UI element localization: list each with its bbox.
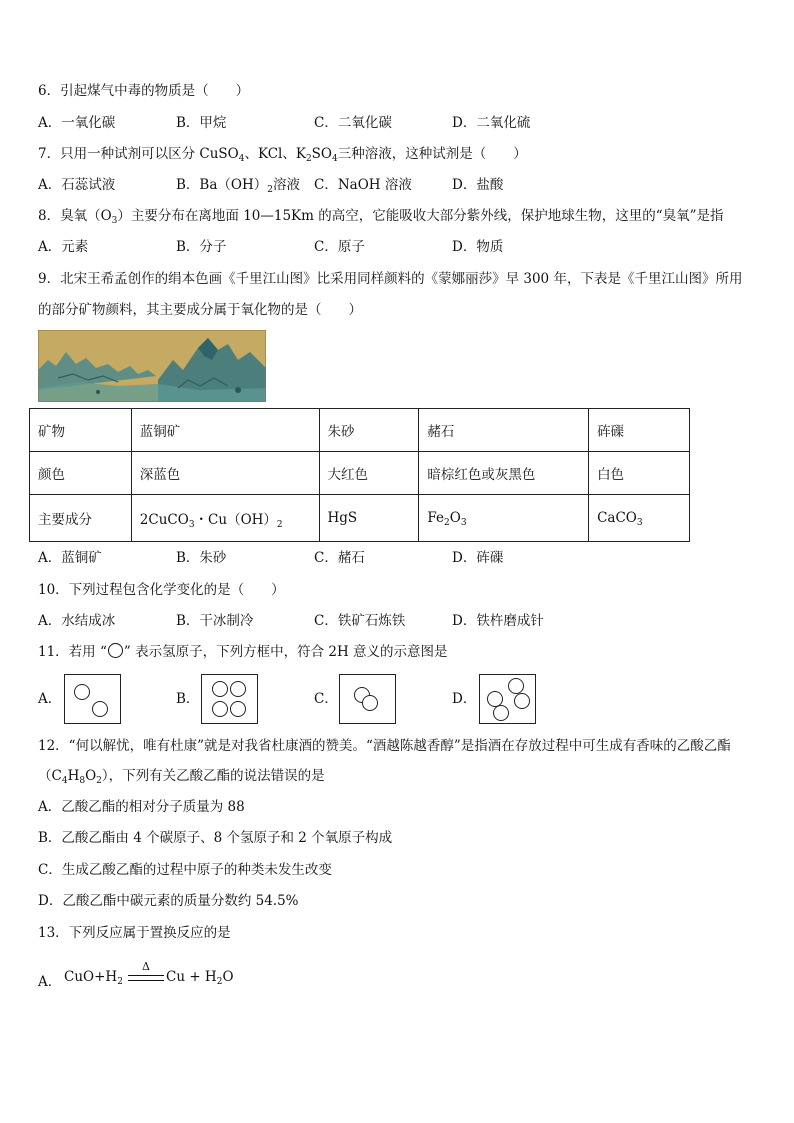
mineral-pigment-table xyxy=(29,408,690,542)
table-cell: $Fe_2O_3$ xyxy=(419,495,589,542)
hydrogen-atom-icon xyxy=(514,693,530,709)
q6-option-d[interactable]: D．二氧化硫 xyxy=(452,115,531,131)
hydrogen-atom-icon xyxy=(212,681,228,697)
table-cell: 2CuCO$_3$・$Cu(OH)_2$ xyxy=(131,495,319,542)
q11-option-b-diagram[interactable] xyxy=(201,674,258,724)
q12-stem-line1: 12．“何以解忧，唯有杜康”就是对我省杜康酒的赞美。“酒越陈越香醇”是指酒在存放过程中可生成有香味的乙酸乙酯 xyxy=(38,738,731,754)
q8-option-b[interactable]: B．分子 xyxy=(176,239,227,255)
table-cell: 深蓝色 xyxy=(131,452,319,495)
q6-option-c[interactable]: C．二氧化碳 xyxy=(314,115,392,131)
q9-option-c[interactable]: C．赭石 xyxy=(314,550,365,566)
q9-option-a[interactable]: A．蓝铜矿 xyxy=(38,550,102,566)
table-cell: 赭石 xyxy=(419,409,589,452)
hydrogen-atom-icon xyxy=(230,681,246,697)
hydrogen-atom-icon xyxy=(362,695,378,711)
q11-option-d-label[interactable]: D． xyxy=(452,691,477,707)
q12-stem-line2: $(C_4H_8O_2)$，下列有关乙酸乙酯的说法错误的是 xyxy=(38,768,325,786)
table-row xyxy=(30,409,690,452)
hydrogen-atom-icon xyxy=(212,701,228,717)
q9-stem-line2: 的部分矿物颜料，其主要成分属于氧化物的是（ ） xyxy=(38,302,362,318)
q11-option-a-label[interactable]: A． xyxy=(38,691,62,707)
q12-option-a[interactable]: A．乙酸乙酯的相对分子质量为 88 xyxy=(38,799,245,815)
table-cell: HgS xyxy=(319,495,419,542)
q6-option-b[interactable]: B．甲烷 xyxy=(176,115,227,131)
table-cell: CaCO$_3$ xyxy=(589,495,690,542)
q12-option-c[interactable]: C．生成乙酸乙酯的过程中原子的种类未发生改变 xyxy=(38,862,332,878)
q8-stem: 8．臭氧$(O_3)$主要分布在离地面 10—15Km 的高空，它能吸收大部分紫外线，保护地球生物，这里的“臭氧”是指 xyxy=(38,208,724,226)
q11-option-d-diagram[interactable] xyxy=(479,674,536,724)
q10-option-d[interactable]: D．铁杵磨成针 xyxy=(452,613,544,629)
q10-option-a[interactable]: A．水结成冰 xyxy=(38,613,116,629)
q10-option-c[interactable]: C．铁矿石炼铁 xyxy=(314,613,406,629)
q10-option-b[interactable]: B．干冰制冷 xyxy=(176,613,254,629)
table-row xyxy=(30,452,690,495)
equation-equals-sign xyxy=(128,975,164,981)
table-cell: 白色 xyxy=(589,452,690,495)
q7-option-c[interactable]: C．NaOH 溶液 xyxy=(314,177,412,193)
q11-option-b-label[interactable]: B． xyxy=(176,691,200,707)
hydrogen-atom-icon xyxy=(108,643,123,658)
table-cell: 大红色 xyxy=(319,452,419,495)
q9-stem-line1: 9．北宋王希孟创作的绢本色画《千里江山图》比采用同样颜料的《蒙娜丽莎》早 300 年，下表是《千里江山图》所用 xyxy=(38,271,743,287)
q10-stem: 10．下列过程包含化学变化的是（ ） xyxy=(38,582,285,598)
q7-stem: 7．只用一种试剂可以区分 CuSO$_4$、KCl、$K_2SO_4$三种溶液，这种试剂是（ ） xyxy=(38,146,527,164)
table-cell: 砗磲 xyxy=(589,409,690,452)
landscape-painting-illustration xyxy=(38,330,266,402)
table-cell: 矿物 xyxy=(30,409,132,452)
q13-stem: 13．下列反应属于置换反应的是 xyxy=(38,925,231,941)
table-cell: 蓝铜矿 xyxy=(131,409,319,452)
table-cell: 主要成分 xyxy=(30,495,132,542)
hydrogen-atom-icon xyxy=(74,684,90,700)
equation-products: $Cu + H_2O$ xyxy=(166,969,234,987)
q11-option-c-diagram[interactable] xyxy=(339,674,396,724)
q7-option-d[interactable]: D．盐酸 xyxy=(452,177,504,193)
q11-stem: 11．若用 “ ” 表示氢原子，下列方框中，符合 2H 意义的示意图是 xyxy=(38,644,448,660)
q6-stem: 6．引起煤气中毒的物质是（ ） xyxy=(38,83,250,99)
q9-option-d[interactable]: D．砗磲 xyxy=(452,550,504,566)
q8-option-a[interactable]: A．元素 xyxy=(38,239,89,255)
hydrogen-atom-icon xyxy=(230,701,246,717)
table-cell: 朱砂 xyxy=(319,409,419,452)
table-row xyxy=(30,495,690,542)
q8-option-d[interactable]: D．物质 xyxy=(452,239,504,255)
q8-option-c[interactable]: C．原子 xyxy=(314,239,365,255)
q13-option-a-label: A． xyxy=(38,974,62,990)
hydrogen-atom-icon xyxy=(508,678,524,694)
table-cell: 暗棕红色或灰黑色 xyxy=(419,452,589,495)
equation-reactants: $CuO+H_2$ xyxy=(64,969,123,987)
heating-condition: Δ xyxy=(142,960,150,973)
q11-option-c-label[interactable]: C． xyxy=(314,691,338,707)
hydrogen-atom-icon xyxy=(92,701,108,717)
table-cell: 颜色 xyxy=(30,452,132,495)
q7-option-b[interactable]: B．$Ba(OH)_2$溶液 xyxy=(176,177,300,195)
q11-option-a-diagram[interactable] xyxy=(64,674,121,724)
hydrogen-atom-icon xyxy=(493,705,509,721)
q9-option-b[interactable]: B．朱砂 xyxy=(176,550,227,566)
q12-option-b[interactable]: B．乙酸乙酯由 4 个碳原子、8 个氢原子和 2 个氧原子构成 xyxy=(38,830,393,846)
q7-option-a[interactable]: A．石蕊试液 xyxy=(38,177,116,193)
landscape-painting-image xyxy=(38,330,266,402)
q6-option-a[interactable]: A．一氧化碳 xyxy=(38,115,116,131)
q12-option-d[interactable]: D．乙酸乙酯中碳元素的质量分数约 54.5% xyxy=(38,893,299,909)
